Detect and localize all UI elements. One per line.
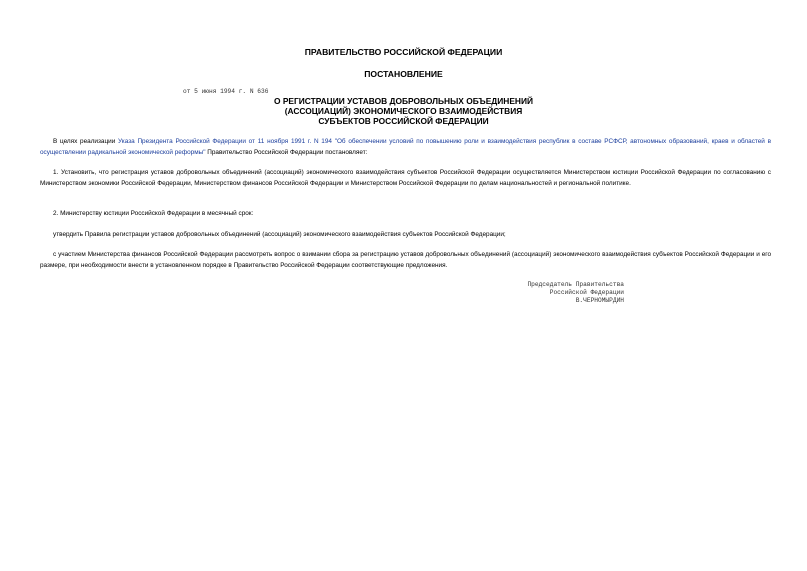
signature-organization: Российской Федерации [549, 289, 624, 297]
document-date: от 5 июня 1994 г. N 636 [183, 88, 269, 95]
preamble-prefix: В целях реализации [53, 138, 119, 145]
issuer-heading: ПРАВИТЕЛЬСТВО РОССИЙСКОЙ ФЕДЕРАЦИИ [304, 47, 503, 57]
signature-name: В.ЧЕРНОМЫРДИН [575, 297, 624, 305]
title-line-2: (АССОЦИАЦИЙ) ЭКОНОМИЧЕСКОГО ВЗАИМОДЕЙСТВИЯ [284, 105, 523, 116]
document-type-heading: ПОСТАНОВЛЕНИЕ [364, 69, 443, 79]
clause-1-paragraph: 1. Установить, что регистрация уставов добровольных объединений (ассоциаций) экономического взаимодействия субъектов Российской Федерации осуществляется Министерством юстиции Российской Федерации по согласованию с Министерством экономики Российской Федерации, Министерством финансов Российской Федерации и Министерством Российской Федерации по делам национальностей и региональной политике. [40, 169, 771, 188]
preamble-suffix: Правительство Российской Федерации постановляет: [205, 149, 368, 157]
title-line-3: СУБЪЕКТОВ РОССИЙСКОЙ ФЕДЕРАЦИИ [318, 115, 489, 126]
clause-2b-paragraph: с участием Министерства финансов Российской Федерации рассмотреть вопрос о взимании сбора за регистрацию уставов добровольных объединений (ассоциаций) экономического взаимодействия субъектов Российской Федерации и его размере, при необходимости внести в установленном порядке в Правительство Российской Федерации соответствующие предложения. [40, 251, 771, 270]
title-line-1: О РЕГИСТРАЦИИ УСТАВОВ ДОБРОВОЛЬНЫХ ОБЪЕДИНЕНИЙ [273, 96, 533, 106]
preamble-paragraph [40, 136, 771, 159]
signature-position: Председатель Правительства [527, 281, 624, 288]
document-title [0, 97, 807, 126]
clause-2-paragraph: 2. Министерству юстиции Российской Федерации в месячный срок: [53, 210, 254, 217]
clause-2a-paragraph: утвердить Правила регистрации уставов добровольных объединений (ассоциаций) экономического взаимодействия субъектов Российской Федерации; [53, 231, 506, 238]
decree-link[interactable]: Указа Президента Российской Федерации от 11 ноября 1991 г. N 194 "Об обеспечении условий по повышению роли и взаимодействия республик в составе РСФСР, автономных образований, краев и областей в осуществлении радикальной экономической реформы" [40, 138, 772, 157]
signature-block [480, 281, 624, 306]
